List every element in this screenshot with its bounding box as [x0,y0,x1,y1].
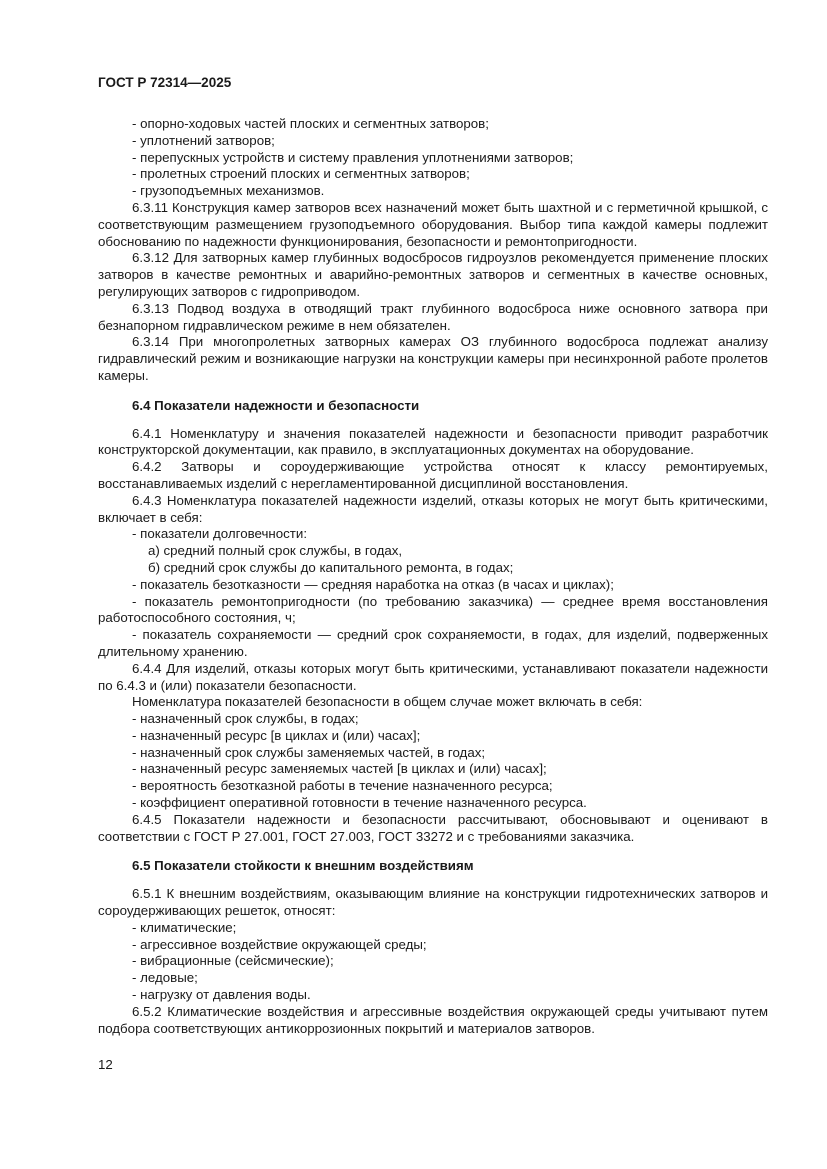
paragraph: 6.3.13 Подвод воздуха в отводящий тракт глубинного водосброса ниже основного затвора при безнапорном гидравлическом режиме в нем обязателен. [98,300,768,333]
sub-list-item: а) средний полный срок службы, в годах, [148,543,403,559]
list-item: - показатели долговечности: [132,526,308,542]
list-item: - назначенный ресурс [в циклах и (или) часах]; [132,727,421,743]
list-item: - назначенный срок службы, в годах; [132,711,359,727]
list-item: - нагрузку от давления воды. [132,987,311,1003]
paragraph: 6.4.3 Номенклатура показателей надежности изделий, отказы которых не могут быть критическими, включает в себя: [98,492,768,525]
list-item: - климатические; [132,919,237,935]
list-item: - коэффициент оперативной готовности в течение назначенного ресурса. [132,795,587,811]
paragraph: 6.3.11 Конструкция камер затворов всех назначений может быть шахтной и с герметичной крышкой, с соответствующим размещением грузоподъемного оборудования. Выбор типа каждой камеры подлежит обоснованию по надежности функционирования, безопасности и ремонтопригодности. [98,199,768,249]
document-body [98,116,768,1037]
list-item: - ледовые; [132,970,198,986]
sub-list-item: б) средний срок службы до капитального ремонта, в годах; [148,559,514,575]
list-item: - агрессивное воздействие окружающей среды; [132,936,427,952]
list-item: - вибрационные (сейсмические); [132,953,334,969]
section-heading: 6.4 Показатели надежности и безопасности [132,397,420,413]
section-heading: 6.5 Показатели стойкости к внешним воздействиям [132,858,474,874]
paragraph: 6.4.1 Номенклатуру и значения показателей надежности и безопасности приводит разработчик конструкторской документации, как правило, в эксплуатационных документах на оборудование. [98,425,768,458]
paragraph: 6.4.4 Для изделий, отказы которых могут быть критическими, устанавливают показатели надежности по 6.4.3 и (или) показатели безопасности. [98,660,768,693]
list-item: - вероятность безотказной работы в течение назначенного ресурса; [132,778,553,794]
paragraph: Номенклатура показателей безопасности в общем случае может включать в себя: [132,694,643,710]
paragraph: 6.4.5 Показатели надежности и безопасности рассчитывают, обосновывают и оценивают в соответствии с ГОСТ Р 27.001, ГОСТ 27.003, ГОСТ 33272 и с требованиями заказчика. [98,811,768,844]
list-item: - грузоподъемных механизмов. [132,183,325,199]
paragraph: 6.3.14 При многопролетных затворных камерах ОЗ глубинного водосброса подлежат анализу гидравлический режим и возникающие нагрузки на конструкции камеры при несинхронной работе пролетов камеры. [98,334,768,383]
paragraph: 6.5.1 К внешним воздействиям, оказывающим влияние на конструкции гидротехнических затворов и сороудерживающих решеток, относят: [98,886,768,919]
page-number: 12 [98,1057,113,1072]
paragraph: 6.3.12 Для затворных камер глубинных водосбросов гидроузлов рекомендуется применение плоских затворов в качестве ремонтных и аварийно-ремонтных затворов и сегментных в качестве основных, регулирующих затворов с гидроприводом. [98,250,768,299]
paragraph: 6.5.2 Климатические воздействия и агрессивные воздействия окружающей среды учитывают путем подбора соответствующих антикоррозионных покрытий и материалов затворов. [98,1003,768,1036]
paragraph: - показатель ремонтопригодности (по требованию заказчика) — среднее время восстановления работоспособного состояния, ч; [98,593,768,626]
list-item: - уплотнений затворов; [132,132,275,148]
document-header: ГОСТ Р 72314—2025 [98,75,232,90]
list-item: - перепускных устройств и систему правления уплотнениями затворов; [132,149,574,165]
paragraph: 6.4.2 Затворы и сороудерживающие устройства относят к классу ремонтируемых, восстанавливаемых изделий с нерегламентированной дисциплиной восстановления. [98,459,768,491]
list-item: - опорно-ходовых частей плоских и сегментных затворов; [132,116,489,131]
list-item: - показатель безотказности — средняя наработка на отказ (в часах и циклах); [132,576,614,592]
paragraph: - показатель сохраняемости — средний срок сохраняемости, в годах, для изделий, подверженных длительному хранению. [98,627,768,659]
list-item: - пролетных строений плоских и сегментных затворов; [132,166,470,182]
list-item: - назначенный срок службы заменяемых частей, в годах; [132,744,486,760]
list-item: - назначенный ресурс заменяемых частей [в циклах и (или) часах]; [132,761,547,777]
